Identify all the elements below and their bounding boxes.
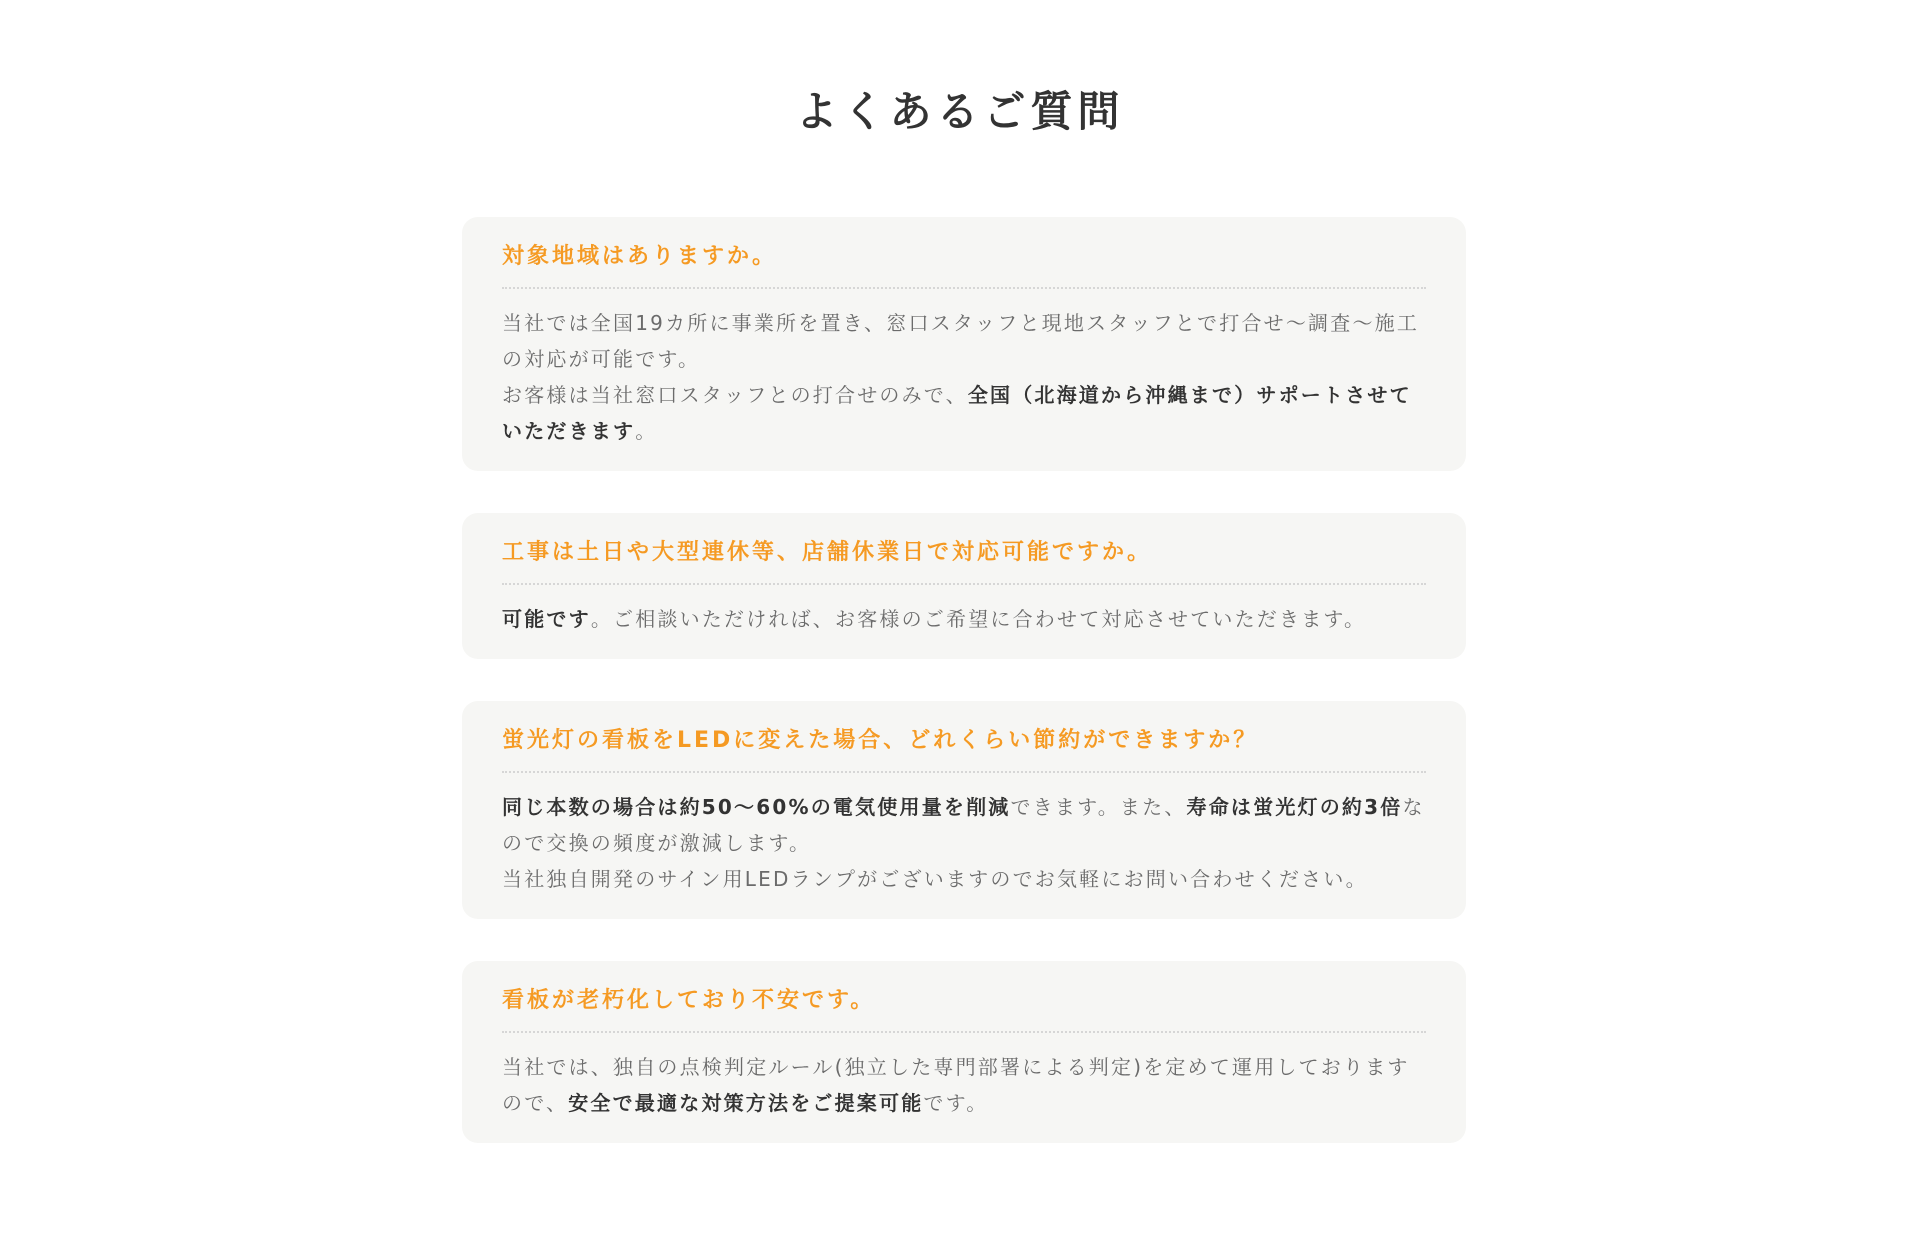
answer-emphasis: 安全で最適な対策方法をご提案可能 (568, 1091, 924, 1115)
faq-answer-paragraph (502, 1049, 1426, 1121)
faq-answer-paragraph (502, 601, 1426, 637)
faq-answer (502, 1049, 1426, 1121)
faq-answer (502, 789, 1426, 897)
answer-text: 当社独自開発のサイン用LEDランプがございますのでお気軽にお問い合わせください。 (502, 867, 1368, 891)
faq-question: 看板が老朽化しており不安です。 (502, 985, 1426, 1033)
faq-item (462, 701, 1466, 919)
faq-answer-paragraph (502, 861, 1426, 897)
faq-answer-paragraph (502, 377, 1426, 449)
answer-text: 。ご相談いただければ、お客様のご希望に合わせて対応させていただきます。 (590, 607, 1367, 631)
answer-emphasis: 同じ本数の場合は約50〜60%の電気使用量を削減 (502, 795, 1011, 819)
answer-text: なので交換の頻度が激減します。 (502, 795, 1425, 855)
faq-question: 蛍光灯の看板をLEDに変えた場合、どれくらい節約ができますか？ (502, 725, 1426, 773)
faq-item (462, 513, 1466, 659)
faq-item (462, 961, 1466, 1143)
faq-answer (502, 601, 1426, 637)
faq-question: 対象地域はありますか。 (502, 241, 1426, 289)
page-title: よくあるご質問 (795, 87, 1125, 136)
answer-text: 。 (635, 419, 658, 443)
answer-emphasis: 全国（北海道から沖縄まで）サポートさせていただきます (502, 383, 1412, 443)
answer-text: お客様は当社窓口スタッフとの打合せのみで、 (502, 383, 968, 407)
answer-emphasis: 可能です (502, 607, 591, 631)
answer-text: 当社では、独自の点検判定ルール(独立した専門部署による判定)を定めて運用しておりますので、 (502, 1055, 1410, 1115)
answer-text: です。 (923, 1091, 989, 1115)
faq-answer-paragraph (502, 789, 1426, 861)
answer-emphasis: 寿命は蛍光灯の約3倍 (1186, 795, 1403, 819)
faq-answer-paragraph (502, 305, 1426, 377)
faq-answer (502, 305, 1426, 449)
faq-item (462, 217, 1466, 471)
faq-question: 工事は土日や大型連休等、店舗休業日で対応可能ですか。 (502, 537, 1426, 585)
answer-text: できます。また、 (1010, 795, 1187, 819)
faq-list (462, 217, 1466, 1185)
answer-text: 当社では全国19カ所に事業所を置き、窓口スタッフと現地スタッフとで打合せ〜調査〜施工の対応が可能です。 (502, 311, 1420, 371)
